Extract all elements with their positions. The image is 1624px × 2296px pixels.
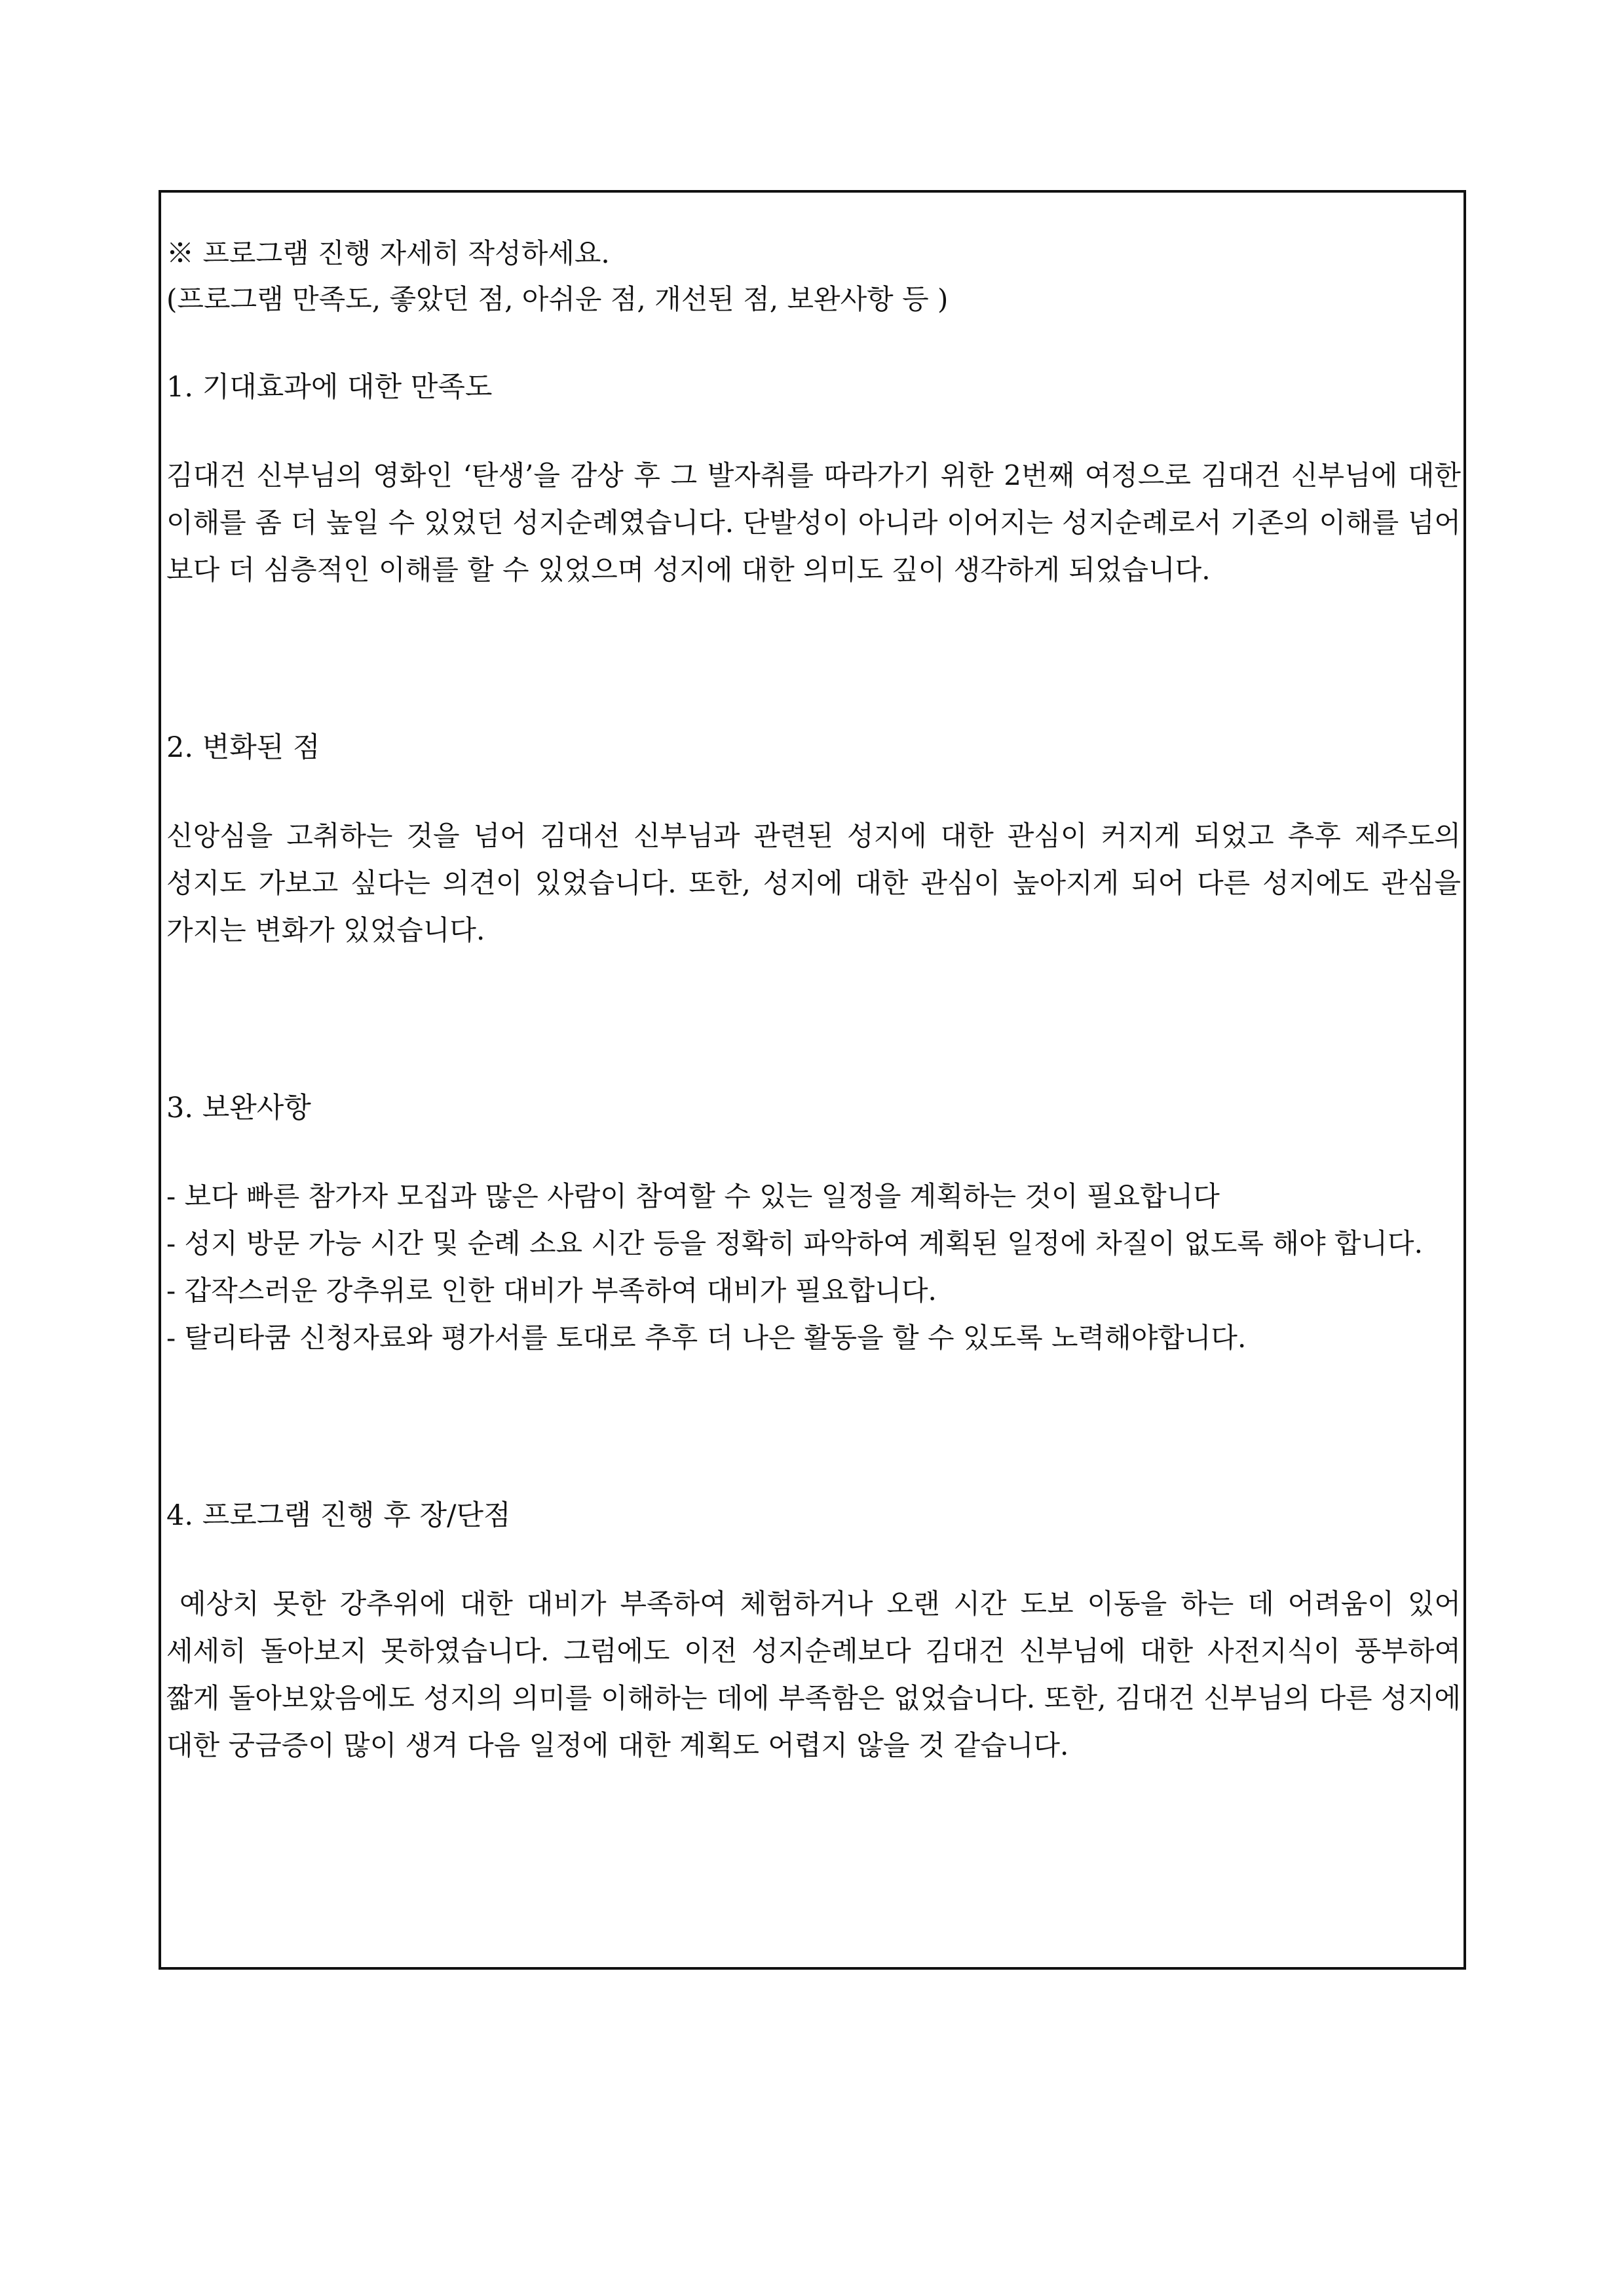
list-item: - 보다 빠른 참가자 모집과 많은 사람이 참여할 수 있는 일정을 계획하는 것이 필요합니다 <box>166 1180 1220 1212</box>
spacer <box>166 1362 1461 1493</box>
section-heading: 4. 프로그램 진행 후 장/단점 <box>166 1499 511 1532</box>
report-form-box <box>159 190 1466 1970</box>
spacer <box>166 771 1461 813</box>
spacer <box>166 594 1461 725</box>
spacer <box>166 410 1461 452</box>
section-heading: 2. 변화된 점 <box>166 731 320 764</box>
spacer <box>166 954 1461 1085</box>
section-body: 예상치 못한 강추위에 대한 대비가 부족하여 체험하거나 오랜 시간 도보 이동을 하는 데 어려움이 있어 세세히 돌아보지 못하였습니다. 그럼에도 이전 성지순례보다 김대건 신부님에 대한 사전지식이 풍부하여 짧게 돌아보았음에도 성지의 의미를 이해하는 데에 부족함은 없었습니다. 또한, 김대건 신부님의 다른 성지에 대한 궁금증이 많이 생겨 다음 일정에 대한 계획도 어렵지 않을 것 같습니다. <box>166 1588 1461 1761</box>
spacer <box>166 1131 1461 1173</box>
section-changes <box>166 725 1461 954</box>
spacer <box>166 322 1461 364</box>
list-item: - 성지 방문 가능 시간 및 순례 소요 시간 등을 정확히 파악하여 계획된 일정에 차질이 없도록 해야 합니다. <box>166 1227 1423 1259</box>
spacer <box>166 1539 1461 1580</box>
form-instruction-sub: (프로그램 만족도, 좋았던 점, 아쉬운 점, 개선된 점, 보완사항 등 ) <box>166 283 949 315</box>
form-instruction: ※ 프로그램 진행 자세히 작성하세요. <box>166 237 610 269</box>
section-pros-cons <box>166 1493 1461 1769</box>
list-item: - 탈리타쿰 신청자료와 평가서를 토대로 추후 더 나은 활동을 할 수 있도록 노력해야합니다. <box>166 1322 1247 1354</box>
section-body: 김대건 신부님의 영화인 ‘탄생’을 감상 후 그 발자취를 따라가기 위한 2번째 여정으로 김대건 신부님에 대한 이해를 좀 더 높일 수 있었던 성지순례였습니다. 단발성이 아니라 이어지는 성지순례로서 기존의 이해를 넘어 보다 더 심층적인 이해를 할 수 있었으며 성지에 대한 의미도 깊이 생각하게 되었습니다. <box>166 459 1461 586</box>
section-improvements <box>166 1085 1461 1362</box>
section-heading: 1. 기대효과에 대한 만족도 <box>166 371 493 404</box>
improvement-list <box>166 1173 1461 1362</box>
section-heading: 3. 보완사항 <box>166 1092 311 1124</box>
list-item: - 갑작스러운 강추위로 인한 대비가 부족하여 대비가 필요합니다. <box>166 1274 937 1307</box>
section-satisfaction <box>166 364 1461 594</box>
section-body: 신앙심을 고취하는 것을 넘어 김대선 신부님과 관련된 성지에 대한 관심이 커지게 되었고 추후 제주도의 성지도 가보고 싶다는 의견이 있었습니다. 또한, 성지에 대한 관심이 높아지게 되어 다른 성지에도 관심을 가지는 변화가 있었습니다. <box>166 820 1461 946</box>
